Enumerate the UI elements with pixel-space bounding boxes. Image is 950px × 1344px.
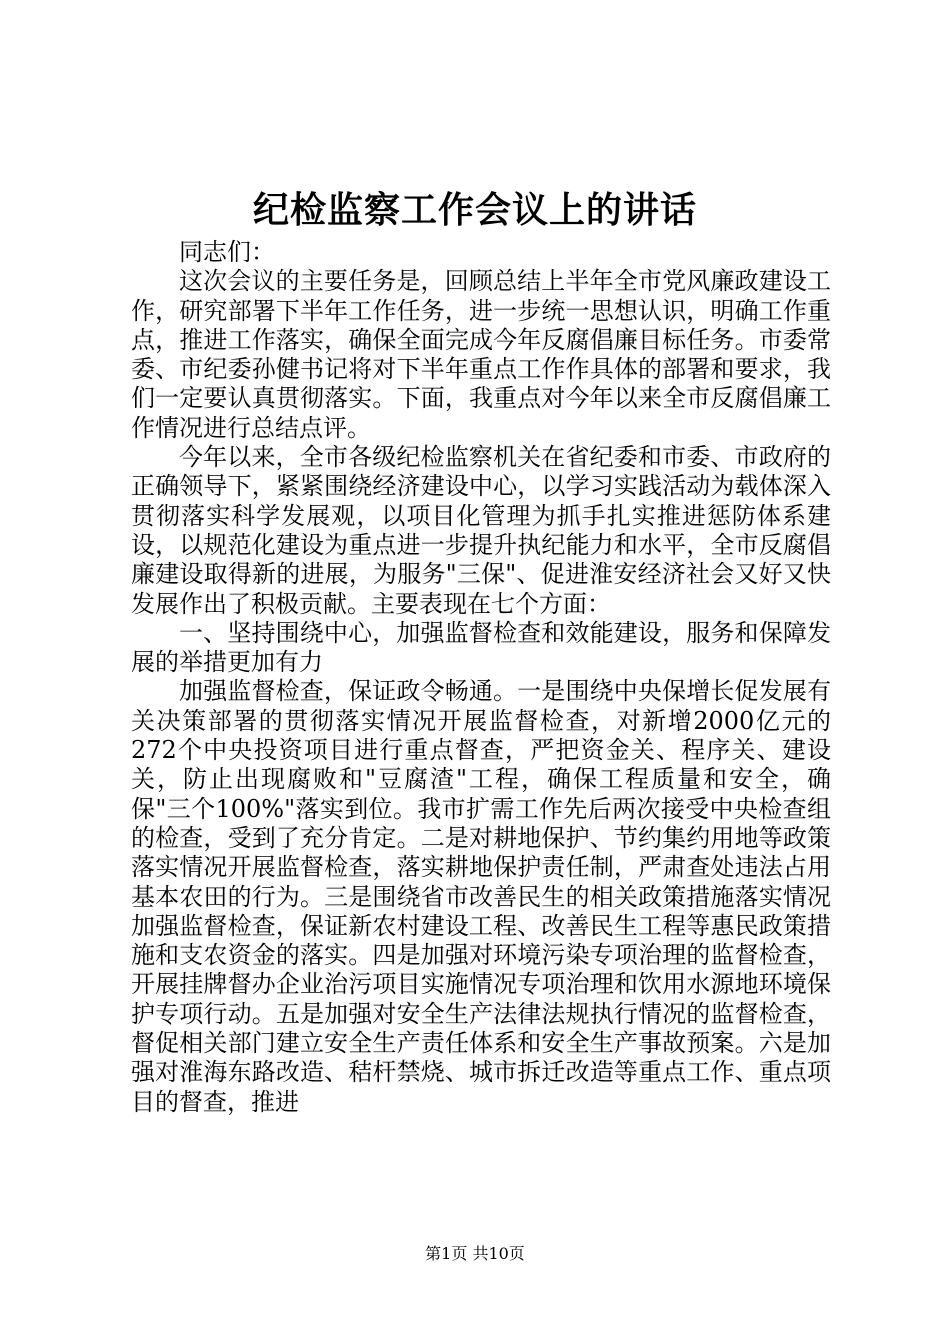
salutation-paragraph: 同志们： [179, 238, 275, 266]
body-paragraph: 今年以来，全市各级纪检监察机关在省纪委和市委、市政府的正确领导下，紧紧围绕经济建设中心，以学习实践活动为载体深入贯彻落实科学发展观，以项目化管理为抓手扎实推进惩防体系建设，以规范化建设为重点进一步提升执纪能力和水平，全市反腐倡廉建设取得新的进展，为服务"三保"、促进淮安经济社会又好又快发展作出了积极贡献。主要表现在七个方面： [131, 443, 831, 618]
document-body [131, 238, 831, 1117]
page-footer: 第1页 共10页 [425, 1244, 525, 1263]
body-paragraph: 加强监督检查，保证政令畅通。一是围绕中央保增长促发展有关决策部署的贯彻落实情况开展监督检查，对新增2000亿元的272个中央投资项目进行重点督查，严把资金关、程序关、建设关，防止出现腐败和"豆腐渣"工程，确保工程质量和安全，确保"三个100%"落实到位。我市扩需工作先后两次接受中央检查组的检查，受到了充分肯定。二是对耕地保护、节约集约用地等政策落实情况开展监督检查，落实耕地保护责任制，严肃查处违法占用基本农田的行为。三是围绕省市改善民生的相关政策措施落实情况加强监督检查，保证新农村建设工程、改善民生工程等惠民政策措施和支农资金的落实。四是加强对环境污染专项治理的监督检查，开展挂牌督办企业治污项目实施情况专项治理和饮用水源地环境保护专项行动。五是加强对安全生产法律法规执行情况的监督检查，督促相关部门建立安全生产责任体系和安全生产事故预案。六是加强对淮海东路改造、秸杆禁烧、城市拆迁改造等重点工作、重点项目的督查，推进 [131, 677, 831, 1116]
document-title: 纪检监察工作会议上的讲话 [252, 189, 697, 231]
section-heading: 一、坚持围绕中心，加强监督检查和效能建设，服务和保障发展的举措更加有力 [131, 618, 831, 677]
body-paragraph: 这次会议的主要任务是，回顾总结上半年全市党风廉政建设工作，研究部署下半年工作任务，进一步统一思想认识，明确工作重点，推进工作落实，确保全面完成今年反腐倡廉目标任务。市委常委、市纪委孙健书记将对下半年重点工作作具体的部署和要求，我们一定要认真贯彻落实。下面，我重点对今年以来全市反腐倡廉工作情况进行总结点评。 [131, 267, 831, 442]
